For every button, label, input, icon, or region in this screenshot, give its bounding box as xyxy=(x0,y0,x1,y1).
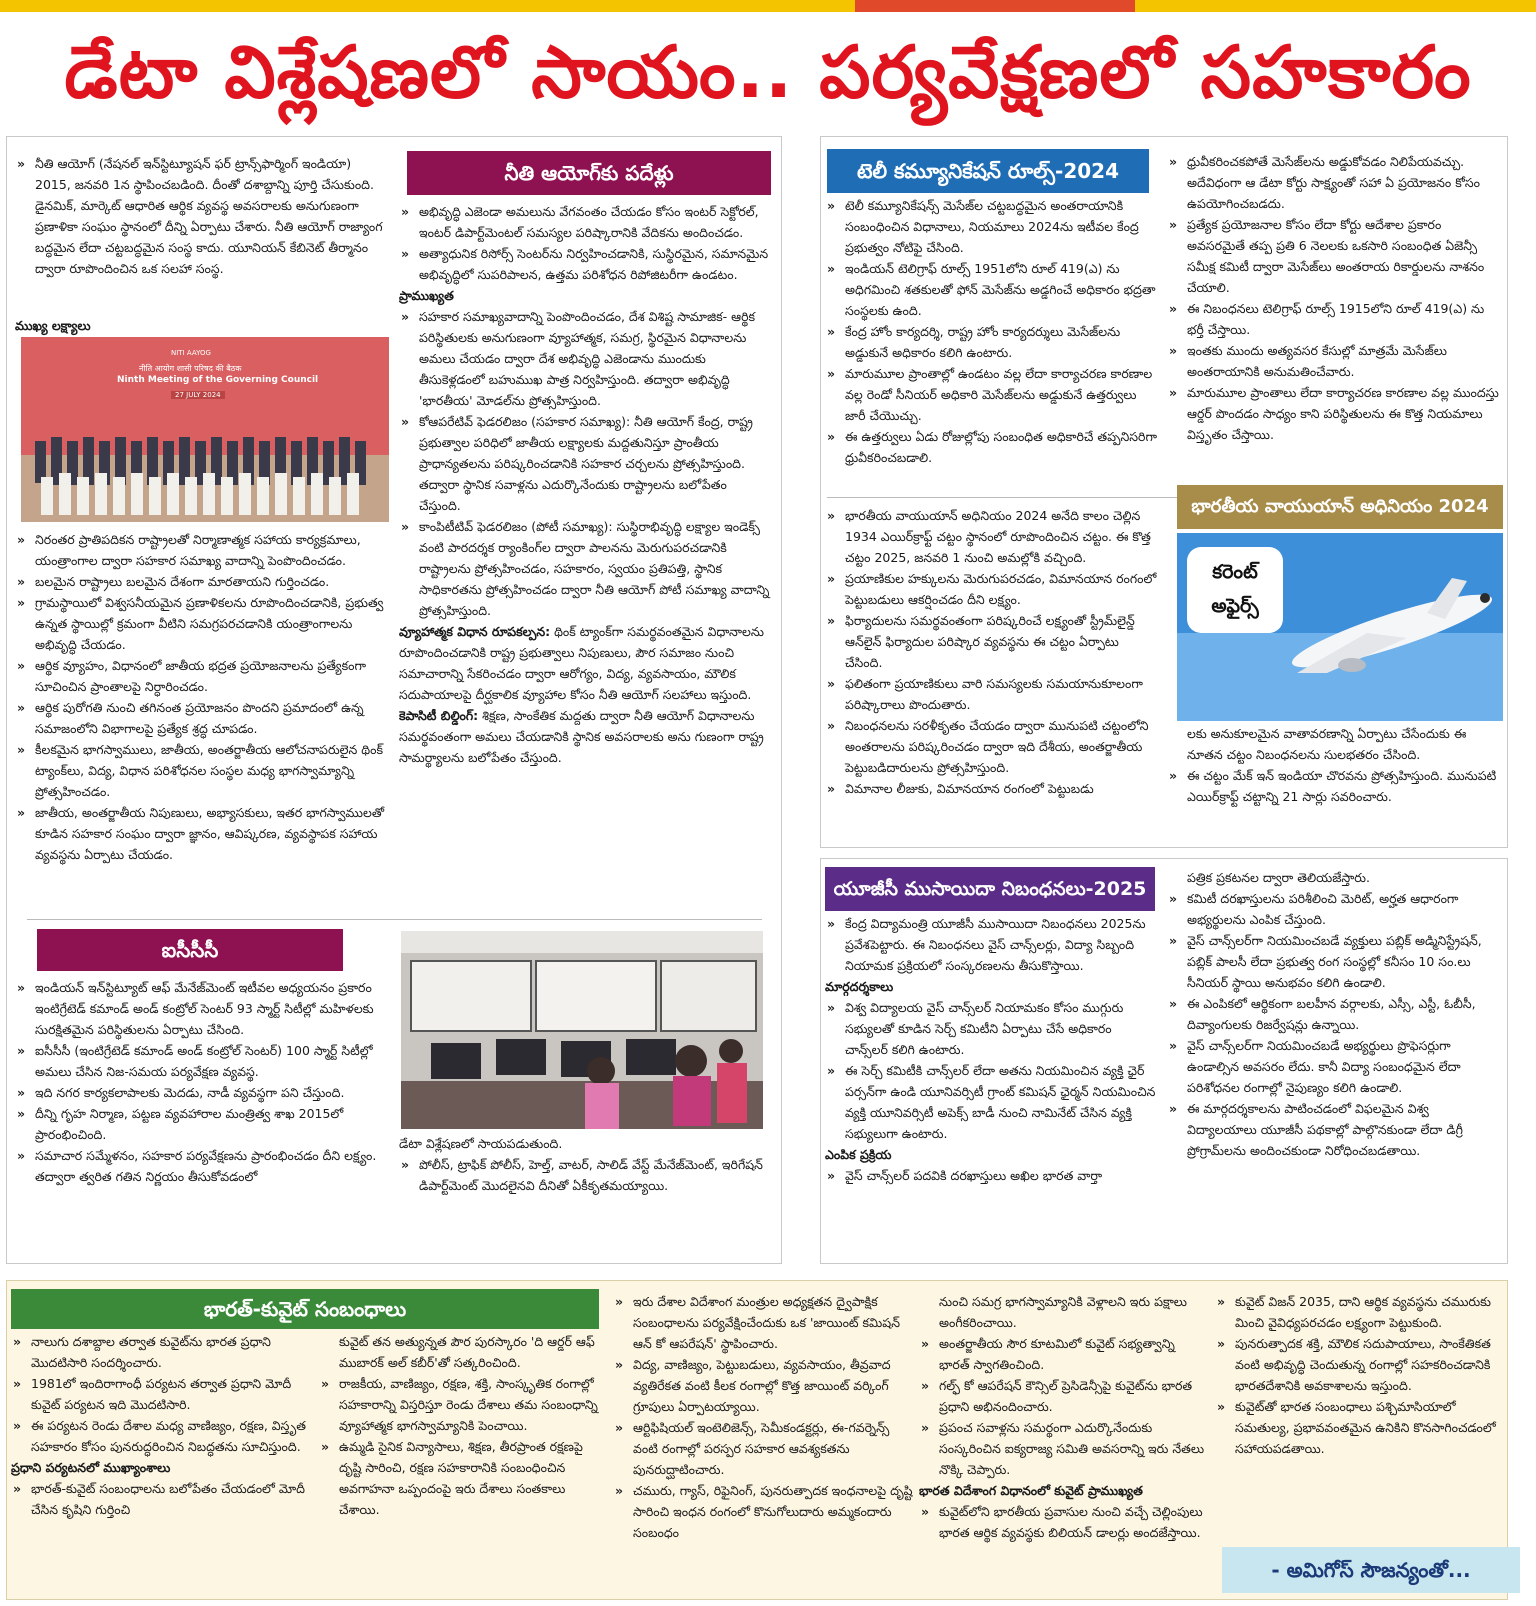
telecom-item: » మారుమూల ప్రాంతాల్లో ఉండటం వల్ల లేదా కార్యాచరణ కారణాల వల్ల రెండో సీనియర్ అధికారి మెసేజ్‌లను అడ్డుకునే ఉత్తర్వులు జారీ చేయొచ్చు. xyxy=(825,363,1157,426)
photo-banner-hindi: नीति आयोग शासी परिषद की बैठक xyxy=(139,364,242,373)
goal-item: » గ్రామస్థాయిలో విశ్వసనీయమైన ప్రణాళికలను రూపొందించడానికి, ప్రభుత్వ ఉన్నత స్థాయిల్లో క్రమంగా వీటిని సమగ్రపరచడానికి యంత్రాంగాలను అభివృద్ధి చేయడం. xyxy=(15,592,387,655)
kuwait-column-4 xyxy=(919,1291,1209,1597)
photo-banner-date: 27 JULY 2024 xyxy=(171,391,225,399)
kuwait-item: » విద్య, వాణిజ్యం, పెట్టుబడులు, వ్యవసాయం, తీవ్రవాద వ్యతిరేకత వంటి కీలక రంగాల్లో కొత్త జాయింట్ వర్కింగ్ గ్రూపులు ఏర్పాటయ్యాయి. xyxy=(613,1354,913,1417)
importance-label: ప్రాముఖ్యత xyxy=(399,288,454,303)
kuwait-item: » ఇరు దేశాల విదేశాంగ మంత్రుల అధ్యక్షతన ద్వైపాక్షిక సంబంధాలను పర్యవేక్షించేందుకు ఒక 'జాయింట్ కమిషన్ ఆన్ కో ఆపరేషన్' స్థాపించారు. xyxy=(613,1291,913,1354)
capacity-text: శిక్షణ, సాంకేతిక మద్దతు ద్వారా నీతి ఆయోగ్ విధానాలను సమర్థవంతంగా అమలు చేయడానికి స్థానిక అవసరాలకు అను గుణంగా రాష్ట్ర సామర్థ్యాలను బలోపేతం చేస్తుంది. xyxy=(399,708,764,765)
aviation-continued: లకు అనుకూలమైన వాతావరణాన్ని ఏర్పాటు చేసేందుకు ఈ నూతన చట్టం నిబంధనలను సులభతరం చేసింది. xyxy=(1187,726,1467,762)
telecom-item: » కేంద్ర హోం కార్యదర్శి, రాష్ట్ర హోం కార్యదర్శులు మెసేజ్‌లను అడ్డుకునే అధికారం కలిగి ఉంటారు. xyxy=(825,321,1157,363)
guidelines-label: మార్గదర్శకాలు xyxy=(825,979,894,994)
kuwait-item: » నాలుగు దశాబ్దాల తర్వాత కువైట్‌ను భారత ప్రధాని మొదటిసారి సందర్శించారు. xyxy=(11,1331,311,1373)
goal-item: » బలమైన రాష్ట్రాలు బలమైన దేశంగా మారతాయని గుర్తించడం. xyxy=(15,571,387,592)
foreign-policy-label: భారత విదేశాంగ విధానంలో కువైట్ ప్రాముఖ్యత xyxy=(919,1483,1143,1498)
current-affairs-badge: కరెంట్ అఫైర్స్ xyxy=(1187,547,1283,633)
importance-item: » సహకార సమాఖ్యవాదాన్ని పెంపొందించడం, దేశ విశిష్ట సామాజిక- ఆర్థిక పరిస్థితులకు అనుగుణంగా వ్యూహాత్మక, సమగ్ర, స్థిరమైన విధానాలను అమలు చేయడం ద్వారా దేశ అభివృద్ధి ఎజెండాను ముందుకు తీసుకెళ్లడంలో బహుముఖ పాత్ర నిర్వహిస్తుంది. తద్వారా అభివృద్ధి 'భారతీయ' మోడల్‌ను ప్రోత్సహిస్తుంది. xyxy=(399,306,771,411)
goal-item: » ఆర్థిక పురోగతి నుంచి తగినంత ప్రయోజనం పొందని ప్రమాదంలో ఉన్న సమాజంలోని విభాగాలపై ప్రత్యేక శ్రద్ధ చూపడం. xyxy=(15,697,387,739)
iccc-column xyxy=(15,977,387,1259)
telecom-item: » ధ్రువీకరించకపోతే మెసేజ్‌లను అడ్డుకోవడం నిలిపేయవచ్చు. అదేవిధంగా ఆ డేటా కోర్టు సాక్ష్యంతో సహా ఏ ప్రయోజనం కోసం ఉపయోగించబడదు. xyxy=(1167,151,1501,214)
command-center-photo xyxy=(401,931,763,1129)
decade-item: » అత్యాధునిక రిసోర్స్ సెంటర్‌ను నిర్వహించడానికి, సుస్థిరమైన, సమానమైన అభివృద్ధిలో సుపరిపాలన, ఉత్తమ పరిశోధన రిపోజిటరీగా ఉండటం. xyxy=(399,243,771,285)
aviation-column xyxy=(825,505,1157,843)
highlights-label: ప్రధాని పర్యటనలో ముఖ్యాంశాలు xyxy=(11,1460,171,1475)
ugc-item: » వైస్ చాన్స్‌లర్‌గా నియమించబడే అభ్యర్థులు ప్రొఫెసర్లుగా ఉండాల్సిన అవసరం లేదు. కానీ విద్యా సంబంధమైన లేదా పరిశోధనల రంగాల్లో నైపుణ్యం కలిగి ఉండాలి. xyxy=(1167,1035,1501,1098)
telecom-right-column xyxy=(1167,151,1501,491)
decade-item: » అభివృద్ధి ఎజెండా అమలును వేగవంతం చేయడం కోసం ఇంటర్ సెక్టోరల్, ఇంటర్ డిపార్ట్‌మెంటల్ సమస్యల పరిష్కారానికి వేదికను అందించడం. xyxy=(399,201,771,243)
process-item: » వైస్ చాన్స్‌లర్ పదవికి దరఖాస్తులు అఖిల భారత వార్తా xyxy=(825,1165,1157,1186)
capacity-label: కెపాసిటీ బిల్డింగ్: xyxy=(399,708,479,723)
aviation-item: » నిబంధనలను సరళీకృతం చేయడం ద్వారా మునుపటి చట్టంలోని అంతరాలను పరిష్కరించడం ద్వారా ఇది దేశీయ, అంతర్జాతీయ పెట్టుబడిదారులను ప్రోత్సహిస్తుంది. xyxy=(825,715,1157,778)
aviation-item: » ఫలితంగా ప్రయాణికులు వారి సమస్యలకు సమయానుకూలంగా పరిష్కారాలు పొందుతారు. xyxy=(825,673,1157,715)
policy-paragraph xyxy=(399,621,771,705)
iccc-header: ఐసీసీసీ xyxy=(37,929,343,971)
credit-line: - అమిగోస్ సౌజన్యంతో... xyxy=(1222,1547,1520,1593)
photo-banner-english: Ninth Meeting of the Governing Council xyxy=(117,375,319,385)
kuwait-item: » ఆర్టిఫిషియల్ ఇంటెలిజెన్స్, సెమీకండక్టర్లు, ఈ-గవర్నెన్స్ వంటి రంగాల్లో పరస్పర సహకార ఆవశ్యకతను పునరుద్ఘాటించారు. xyxy=(613,1417,913,1480)
main-headline: డేటా విశ్లేషణలో సాయం.. పర్యవేక్షణలో సహకారం xyxy=(64,30,1472,114)
niti-decade-header: నీతి ఆయోగ్‌కు పదేళ్లు xyxy=(407,151,771,195)
ugc-item: » ఈ మార్గదర్శకాలను పాటించడంలో విఫలమైన విశ్వ విద్యాలయాలు యూజీసీ పథకాల్లో పాల్గొనకుండా లేదా డిగ్రీ ప్రోగ్రామ్‌లను అందించకుండా నిరోధించబడతాయి. xyxy=(1167,1098,1501,1161)
kuwait-item: » చమురు, గ్యాస్, రిఫైనింగ్, పునరుత్పాదక ఇంధనాలపై దృష్టి సారించి ఇంధన రంగంలో కొనుగోలుదారు అమ్మకందారు సంబంధం xyxy=(613,1480,913,1543)
goal-item: » నిరంతర ప్రాతిపదికన రాష్ట్రాలతో నిర్మాణాత్మక సహాయ కార్యక్రమాలు, యంత్రాంగాల ద్వారా సహకార సమాఖ్య వాదాన్ని పెంపొందించడం. xyxy=(15,529,387,571)
telecom-item: » ప్రత్యేక ప్రయోజనాల కోసం లేదా కోర్టు ఆదేశాల ప్రకారం అవసరమైతే తప్ప ప్రతి 6 నెలలకు ఒకసారి సంబంధిత ఏజెన్సీ సమీక్ష కమిటీ ద్వారా మెసేజ్‌లు అంతరాయ రికార్డులను నాశనం చేయాలి. xyxy=(1167,214,1501,298)
telecom-header: టెలీ కమ్యూనికేషన్ రూల్స్-2024 xyxy=(827,149,1149,193)
airplane-photo xyxy=(1177,533,1503,721)
telecom-item: » ఈ ఉత్తర్వులు ఏడు రోజుల్లోపు సంబంధిత అధికారిచే తప్పనిసరిగా ధ్రువీకరించబడాలి. xyxy=(825,426,1157,468)
goal-item: » ఆర్థిక వ్యూహం, విధానంలో జాతీయ భద్రత ప్రయోజనాలను ప్రత్యేకంగా సూచించిన ప్రాంతాలపై నిర్ధారించడం. xyxy=(15,655,387,697)
niti-panel xyxy=(6,136,782,1264)
aviation-right-column xyxy=(1167,723,1501,843)
kuwait-column-5 xyxy=(1215,1291,1505,1541)
goals-label: ముఖ్య లక్ష్యాలు xyxy=(15,318,91,333)
aviation-item: » ప్రయాణికుల హక్కులను మెరుగుపరచడం, విమానయాన రంగంలో పెట్టుబడులు ఆకర్షించడం దీని లక్ష్యం. xyxy=(825,568,1157,610)
iccc-item: » ఇది నగర కార్యకలాపాలకు మెదడు, నాడీ వ్యవస్థగా పని చేస్తుంది. xyxy=(15,1082,387,1103)
iccc-continued: డేటా విశ్లేషణలో సాయపడుతుంది. xyxy=(399,1136,563,1151)
iccc-item: » సమాచార సమ్మేళనం, సహకార పర్యవేక్షణను ప్రారంభించడం దీని లక్ష్యం. తద్వారా త్వరిత గతిన నిర్ణయం తీసుకోవడంలో xyxy=(15,1145,387,1187)
goal-item: » జాతీయ, అంతర్జాతీయ నిపుణులు, అభ్యాసకులు, ఇతర భాగస్వాములతో కూడిన సహకార సంఘం ద్వారా జ్ఞానం, ఆవిష్కరణ, వ్యవస్థాపక సహాయ వ్యవస్థను ఏర్పాటు చేయడం. xyxy=(15,802,387,865)
policy-label: వ్యూహాత్మక విధాన రూపకల్పన: xyxy=(399,624,551,639)
telecom-column xyxy=(825,195,1157,489)
command-center-image xyxy=(401,931,763,1129)
goal-item: » కీలకమైన భాగస్వాములు, జాతీయ, అంతర్జాతీయ ఆలోచనాపరులైన థింక్ ట్యాంక్‌లు, విద్య, విధాన పరిశోధనల సంస్థల మధ్య భాగస్వామ్యాన్ని ప్రోత్సహించడం. xyxy=(15,739,387,802)
kuwait-item: » గల్ఫ్ కో ఆపరేషన్ కౌన్సిల్ ప్రెసిడెన్సీపై కువైట్‌ను భారత ప్రధాని అభినందించారు. xyxy=(919,1375,1209,1417)
goals-list xyxy=(15,529,387,865)
niti-decade-column xyxy=(399,201,771,911)
goals-column xyxy=(15,529,387,909)
kuwait-column-2 xyxy=(319,1331,609,1597)
kuwait-item: » కువైట్‌లోని భారతీయ ప్రవాసుల నుంచి వచ్చే చెల్లింపులు భారత ఆర్థిక వ్యవస్థకు బిలియన్ డాలర్లు అందజేస్తాయి. xyxy=(919,1501,1209,1543)
capacity-paragraph xyxy=(399,705,771,768)
iccc-item: » దీన్ని గృహ నిర్మాణ, పట్టణ వ్యవహారాల మంత్రిత్వ శాఖ 2015లో ప్రారంభించింది. xyxy=(15,1103,387,1145)
telecom-item: » ఈ నిబంధనలు టెలిగ్రాఫ్ రూల్స్ 1915లోని రూల్ 419(ఎ) ను భర్తీ చేస్తాయి. xyxy=(1167,298,1501,340)
iccc-item: » ఇండియన్ ఇన్‌స్టిట్యూట్ ఆఫ్ మేనేజ్‌మెంట్ ఇటీవల అధ్యయనం ప్రకారం ఇంటిగ్రేటెడ్ కమాండ్ అండ్ కంట్రోల్ సెంటర్ 93 స్మార్ట్ సిటీల్లో మహిళలకు సురక్షితమైన పరిస్థితులను ఏర్పాటు చేసింది. xyxy=(15,977,387,1040)
kuwait-item: » కువైట్ విజన్ 2035, దాని ఆర్థిక వ్యవస్థను చమురుకు మించి వైవిధ్యపరచడం లక్ష్యంగా పెట్టుకుంది. xyxy=(1215,1291,1505,1333)
telecom-aviation-panel xyxy=(820,136,1508,848)
ugc-right-column xyxy=(1167,867,1501,1261)
ugc-panel xyxy=(820,858,1508,1264)
guideline-item: » విశ్వ విద్యాలయ వైస్ చాన్స్‌లర్ నియామకం కోసం ముగ్గురు సభ్యులతో కూడిన సెర్చ్ కమిటీని ఏర్పాటు చేసే అధికారం చాన్స్‌లర్ కలిగి ఉంటారు. xyxy=(825,997,1157,1060)
aviation-item: » భారతీయ వాయుయాన్ అధినియం 2024 అనేది కాలం చెల్లిన 1934 ఎయిర్‌క్రాఫ్ట్ చట్టం స్థానంలో రూపొందించిన చట్టం. ఈ కొత్త చట్టం 2025, జనవరి 1 నుంచి అమల్లోకి వచ్చింది. xyxy=(825,505,1157,568)
kuwait-item: » ప్రపంచ సవాళ్లను సమర్థంగా ఎదుర్కొనేందుకు సంస్కరించిన ఐక్యరాజ్య సమితి అవసరాన్ని ఇరు నేతలు నొక్కి చెప్పారు. xyxy=(919,1417,1209,1480)
kuwait-item: » ఉమ్మడి సైనిక విన్యాసాలు, శిక్షణ, తీరప్రాంత రక్షణపై దృష్టి సారించి, రక్షణ సహకారానికి సంబంధించిన అవగాహనా ఒప్పందంపై ఇరు దేశాలు సంతకాలు చేశాయి. xyxy=(319,1436,609,1520)
kuwait-column-3 xyxy=(613,1291,913,1597)
aviation-item: » ఈ చట్టం మేక్ ఇన్ ఇండియా చొరవను ప్రోత్సహిస్తుంది. మునుపటి ఎయిర్‌క్రాఫ్ట్ చట్టాన్ని 21 సార్లు సవరించారు. xyxy=(1167,765,1501,807)
ugc-right-lead: పత్రిక ప్రకటనల ద్వారా తెలియజేస్తారు. xyxy=(1187,870,1370,885)
section-divider xyxy=(27,919,762,920)
top-color-bar xyxy=(0,0,1536,12)
kuwait-item: » 1981లో ఇందిరాగాంధీ పర్యటన తర్వాత ప్రధాని మోదీ కువైట్ పర్యటన ఇది మొదటిసారి. xyxy=(11,1373,311,1415)
iccc-item: » పోలీస్, ట్రాఫిక్ పోలీస్, హెల్త్, వాటర్, సాలిడ్ వేస్ట్ మేనేజ్‌మెంట్, ఇరిగేషన్ డిపార్ట్‌మెంట్ మొదలైనవి దీనితో ఏకీకృతమయ్యాయి. xyxy=(399,1154,771,1196)
iccc-continued-column xyxy=(399,1133,771,1259)
telecom-item: » ఇంతకు ముందు అత్యవసర కేసుల్లో మాత్రమే మెసేజ్‌లు అంతరాయానికి అనుమతించేవారు. xyxy=(1167,340,1501,382)
guideline-item: » ఈ సెర్చ్ కమిటీకి చాన్స్‌లర్ లేదా అతను నియమించిన వ్యక్తి ఛైర్ పర్సన్‌గా ఉండి యూనివర్సిటీ గ్రాంట్ కమిషన్ ఛైర్మన్ నియమించిన వ్యక్తి యూనివర్సిటీ అపెక్స్ బాడీ నుంచి నామినేట్ చేసిన వ్యక్తి సభ్యులుగా ఉంటారు. xyxy=(825,1060,1157,1144)
importance-item: » కోఆపరేటివ్ ఫెడరలిజం (సహకార సమాఖ్య): నీతి ఆయోగ్ కేంద్ర, రాష్ట్ర ప్రభుత్వాల పరిధిలో జాతీయ లక్ష్యాలకు మద్దతునిస్తూ ప్రాంతీయ ప్రాధాన్యతలను పరిష్కరించడానికి సహకార చర్చలను ప్రోత్సహిస్తుంది. తద్వారా స్థానిక సవాళ్లను ఎదుర్కొనేందుకు రాష్ట్రాలను బలోపేతం చేస్తుంది. xyxy=(399,411,771,516)
kuwait-item: » పునరుత్పాదక శక్తి, మౌలిక సదుపాయాలు, సాంకేతికత వంటి అభివృద్ధి చెందుతున్న రంగాల్లో సహకరించడానికి భారతదేశానికి అవకాశాలను ఇస్తుంది. xyxy=(1215,1333,1505,1396)
ugc-column xyxy=(825,913,1157,1261)
ugc-item: » కమిటీ దరఖాస్తులను పరిశీలించి మెరిట్, అర్హత ఆధారంగా అభ్యర్థులను ఎంపిక చేస్తుంది. xyxy=(1167,888,1501,930)
kuwait-item: » అంతర్జాతీయ సౌర కూటమిలో కువైట్ సభ్యత్వాన్ని భారత్ స్వాగతించింది. xyxy=(919,1333,1209,1375)
aviation-header: భారతీయ వాయుయాన్ అధినియం 2024 xyxy=(1177,485,1503,529)
policy-text: థింక్ ట్యాంక్‌గా సమర్థవంతమైన విధానాలను రూపొందించడానికి రాష్ట్ర ప్రభుత్వాలు నిపుణులు, పౌర సమాజం నుంచి సమాచారాన్ని సేకరించడం ద్వారా ఆరోగ్యం, విద్య, వ్యవసాయం, మౌలిక సదుపాయాలపై దీర్ఘకాలిక వ్యూహాల కోసం నీతి ఆయోగ్ సలహాలు ఇస్తుంది. xyxy=(399,624,764,702)
ugc-item: » ఈ ఎంపికలో ఆర్థికంగా బలహీన వర్గాలకు, ఎస్సీ, ఎస్టీ, ఓబీసీ, దివ్యాంగులకు రిజర్వేషన్లు ఉన్నాయి. xyxy=(1167,993,1501,1035)
iccc-item: » ఐసీసీసీ (ఇంటిగ్రేటెడ్ కమాండ్ అండ్ కంట్రోల్ సెంటర్) 100 స్మార్ట్ సిటీల్లో అమలు చేసిన నిజ-సమయ పర్యవేక్షణ వ్యవస్థ. xyxy=(15,1040,387,1082)
telecom-item: » ఇండియన్ టెలిగ్రాఫ్ రూల్స్ 1951లోని రూల్ 419(ఎ) ను అధిగమించి శతకులతో ఫోన్ మెసేజ్‌ను అడ్డగించే అధికారం భద్రతా సంస్థలకు ఉంది. xyxy=(825,258,1157,321)
process-label: ఎంపిక ప్రక్రియ xyxy=(825,1147,892,1162)
kuwait-item: » రాజకీయ, వాణిజ్యం, రక్షణ, శక్తి, సాంస్కృతిక రంగాల్లో సహకారాన్ని విస్తరిస్తూ రెండు దేశాలు తమ సంబంధాన్ని వ్యూహాత్మక భాగస్వామ్యానికి పెంచాయి. xyxy=(319,1373,609,1436)
telecom-item: » టెలీ కమ్యూనికేషన్స్ మెసేజ్‌ల చట్టబద్ధమైన అంతరాయానికి సంబంధించిన విధానాలు, నియమాలు 2024ను ఇటీవల కేంద్ర ప్రభుత్వం నోటిఫై చేసింది. xyxy=(825,195,1157,258)
kuwait-header: భారత్-కువైట్ సంబంధాలు xyxy=(11,1289,599,1329)
aviation-item: » ఫిర్యాదులను సమర్థవంతంగా పరిష్కరించే లక్ష్యంతో స్ట్రీమ్‌లైన్డ్ ఆన్‌లైన్ ఫిర్యాదుల పరిష్కార వ్యవస్థను ఈ చట్టం ఏర్పాటు చేసింది. xyxy=(825,610,1157,673)
niti-intro: » నీతి ఆయోగ్ (నేషనల్ ఇన్‌స్టిట్యూషన్ ఫర్ ట్రాన్స్‌ఫార్మింగ్ ఇండియా) 2015, జనవరి 1న స్థాపించబడింది. దీంతో దశాబ్దాన్ని పూర్తి చేసుకుంది. డైనమిక్, మార్కెట్ ఆధారిత ఆర్థిక వ్యవస్థ అవసరాలకు అనుగుణంగా ప్రణాళికా సంఘం స్థానంలో దీన్ని ఏర్పాటు చేశారు. నీతి ఆయోగ్ రాజ్యాంగ బద్ధమైన లేదా చట్టబద్ధమైన సంస్థ కాదు. యూనియన్ కేబినెట్ తీర్మానం ద్వారా రూపొందించిన ఒక సలహా సంస్థ. xyxy=(15,153,387,279)
kuwait-col2-lead: కువైట్ తన అత్యున్నత పౌర పురస్కారం 'ది ఆర్డర్ ఆఫ్ ముబారక్ అల్ కబీర్'తో సత్కరించింది. xyxy=(339,1334,595,1370)
niti-intro-column xyxy=(15,153,387,321)
governing-council-photo xyxy=(21,337,389,522)
telecom-item: » మారుమూల ప్రాంతాలు లేదా కార్యాచరణ కారణాల వల్ల ముందస్తు ఆర్డర్ పొందడం సాధ్యం కాని పరిస్థితులను ఈ కొత్త నియమాలు విస్తృతం చేస్తాయి. xyxy=(1167,382,1501,445)
ugc-item: » కేంద్ర విద్యామంత్రి యూజీసీ ముసాయిదా నిబంధనలు 2025ను ప్రవేశపెట్టారు. ఈ నిబంధనలు వైస్ చాన్స్‌లర్లు, విద్యా సిబ్బంది నియామక ప్రక్రియలో సంస్కరణలను తీసుకొస్తాయి. xyxy=(825,913,1157,976)
ugc-header: యూజీసీ ముసాయిదా నిబంధనలు-2025 xyxy=(825,867,1155,911)
kuwait-item: » భారత్-కువైట్ సంబంధాలను బలోపేతం చేయడంలో మోదీ చేసిన కృషిని గుర్తించి xyxy=(11,1478,311,1520)
aviation-item: » విమానాల లీజుకు, విమానయాన రంగంలో పెట్టుబడు xyxy=(825,778,1157,799)
kuwait-col4-lead: నుంచి సమగ్ర భాగస్వామ్యానికి వెళ్లాలని ఇరు పక్షాలు అంగీకరించాయి. xyxy=(939,1294,1187,1330)
photo-banner-top: NITI AAYOG xyxy=(171,349,211,357)
kuwait-item: » ఈ పర్యటన రెండు దేశాల మధ్య వాణిజ్యం, రక్షణ, విస్తృత సహకారం కోసం పునరుద్ధరించిన నిబద్ధతను సూచిస్తుంది. xyxy=(11,1415,311,1457)
ugc-item: » వైస్ చాన్స్‌లర్‌గా నియమించబడే వ్యక్తులు పబ్లిక్ అడ్మినిస్ట్రేషన్, పబ్లిక్ పాలసీ లేదా ప్రభుత్వ రంగ సంస్థల్లో కనీసం 10 సం.లు సీనియర్ స్థాయి అనుభవం కలిగి ఉండాలి. xyxy=(1167,930,1501,993)
top-accent-bar xyxy=(855,0,1135,12)
kuwait-column-1 xyxy=(11,1331,311,1597)
kuwait-item: » కువైట్‌తో భారత సంబంధాలు పశ్చిమాసియాలో సమతుల్య, ప్రభావవంతమైన ఉనికిని కొనసాగించడంలో సహాయపడతాయి. xyxy=(1215,1396,1505,1459)
importance-item: » కాంపిటీటివ్ ఫెడరలిజం (పోటీ సమాఖ్య): సుస్థిరాభివృద్ధి లక్ష్యాల ఇండెక్స్ వంటి పారదర్శక ర్యాంకింగ్‌ల ద్వారా పాలనను మెరుగుపరచడానికి రాష్ట్రాలను ప్రోత్సహించడం, సహకారం, స్వయం ప్రతిపత్తి, స్థానిక సాధికారతను ప్రోత్సహించడం ద్వారా నీతి ఆయోగ్ పోటీ సమాఖ్య వాదాన్ని ప్రోత్సహిస్తుంది. xyxy=(399,516,771,621)
